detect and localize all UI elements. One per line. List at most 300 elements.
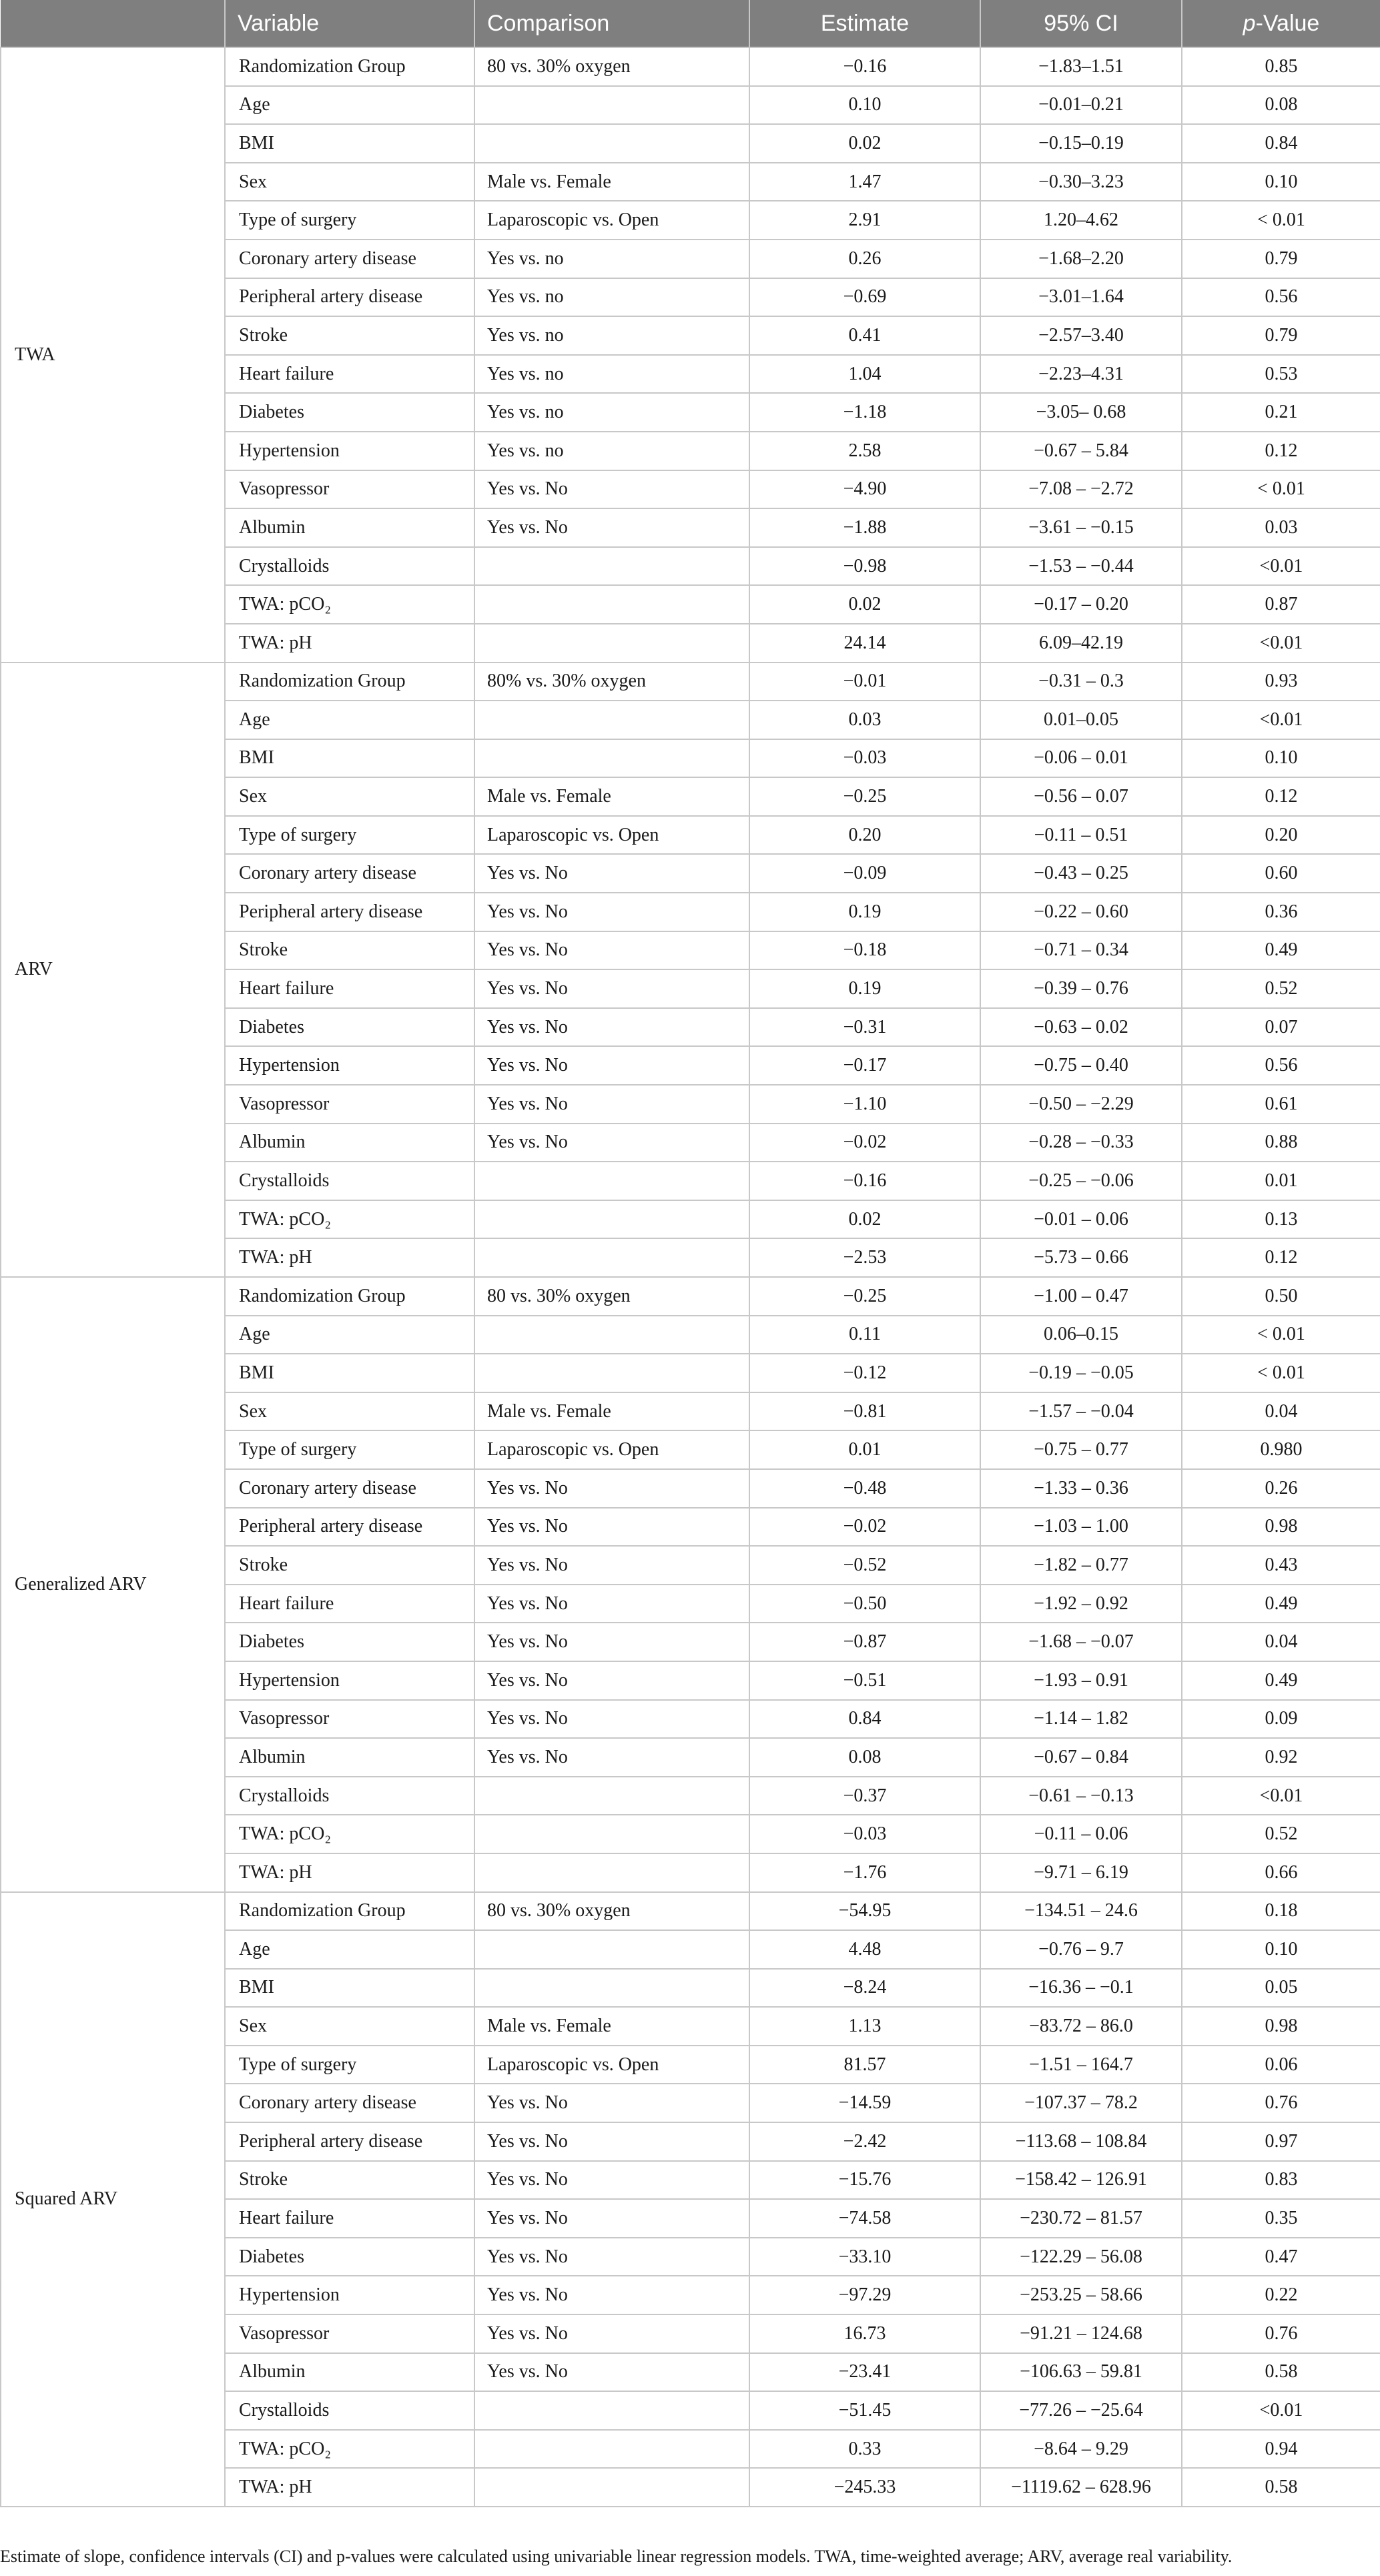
p-value-cell: 0.01	[1182, 1162, 1380, 1200]
ci-cell: −0.43 – 0.25	[980, 854, 1182, 893]
estimate-cell: −1.18	[749, 393, 980, 432]
variable-cell: Heart failure	[225, 1585, 474, 1623]
ci-cell: −0.56 – 0.07	[980, 777, 1182, 816]
p-value-cell: 0.85	[1182, 47, 1380, 86]
comparison-cell	[474, 2468, 749, 2507]
p-value-cell: <0.01	[1182, 701, 1380, 739]
comparison-cell: Yes vs. No	[474, 1546, 749, 1585]
ci-cell: −0.50 – −2.29	[980, 1085, 1182, 1124]
estimate-cell: −245.33	[749, 2468, 980, 2507]
table-footnote: Estimate of slope, confidence intervals (CI) and p-values were calculated using univariable linear regression models. TWA, time-weighted average; ARV, average real variability.	[0, 2547, 1233, 2566]
variable-cell: Randomization Group	[225, 1892, 474, 1931]
p-value-cell: 0.20	[1182, 816, 1380, 855]
estimate-cell: −0.25	[749, 1277, 980, 1316]
variable-cell: Randomization Group	[225, 47, 474, 86]
estimate-cell: −0.03	[749, 739, 980, 778]
comparison-cell: Yes vs. No	[474, 2238, 749, 2276]
ci-cell: −83.72 – 86.0	[980, 2007, 1182, 2046]
ci-cell: −0.30–3.23	[980, 163, 1182, 201]
estimate-cell: 0.84	[749, 1700, 980, 1739]
comparison-cell: Yes vs. No	[474, 854, 749, 893]
variable-cell: Heart failure	[225, 355, 474, 394]
p-value-cell: 0.98	[1182, 1508, 1380, 1547]
comparison-cell: 80 vs. 30% oxygen	[474, 47, 749, 86]
ci-cell: −0.67 – 5.84	[980, 432, 1182, 470]
comparison-cell	[474, 1853, 749, 1892]
ci-cell: −1.57 – −0.04	[980, 1392, 1182, 1431]
comparison-cell	[474, 1969, 749, 2008]
comparison-cell: Yes vs. No	[474, 2084, 749, 2122]
p-value-cell: <0.01	[1182, 547, 1380, 586]
ci-cell: −0.67 – 0.84	[980, 1738, 1182, 1777]
p-value-cell: 0.49	[1182, 931, 1380, 970]
comparison-cell: Yes vs. No	[474, 1046, 749, 1085]
variable-cell: Crystalloids	[225, 1777, 474, 1815]
ci-cell: −3.05– 0.68	[980, 393, 1182, 432]
p-value-cell: 0.61	[1182, 1085, 1380, 1124]
variable-cell: Type of surgery	[225, 2046, 474, 2084]
ci-cell: −1.68 – −0.07	[980, 1623, 1182, 1661]
p-value-cell: 0.10	[1182, 163, 1380, 201]
p-value-cell: 0.56	[1182, 278, 1380, 317]
comparison-cell: Yes vs. no	[474, 355, 749, 394]
ci-cell: −1.92 – 0.92	[980, 1585, 1182, 1623]
variable-cell: Sex	[225, 777, 474, 816]
ci-cell: −5.73 – 0.66	[980, 1238, 1182, 1277]
variable-cell: Type of surgery	[225, 816, 474, 855]
p-value-cell: 0.26	[1182, 1469, 1380, 1508]
p-value-cell: <0.01	[1182, 1777, 1380, 1815]
comparison-cell: Yes vs. no	[474, 393, 749, 432]
ci-cell: −107.37 – 78.2	[980, 2084, 1182, 2122]
ci-cell: −253.25 – 58.66	[980, 2276, 1182, 2314]
comparison-cell: Yes vs. No	[474, 2276, 749, 2314]
variable-cell: Crystalloids	[225, 547, 474, 586]
variable-cell: Peripheral artery disease	[225, 2122, 474, 2161]
variable-cell: Hypertension	[225, 432, 474, 470]
ci-cell: −1.82 – 0.77	[980, 1546, 1182, 1585]
comparison-cell	[474, 739, 749, 778]
comparison-cell	[474, 701, 749, 739]
variable-cell: Age	[225, 701, 474, 739]
comparison-cell	[474, 86, 749, 125]
ci-cell: −0.11 – 0.51	[980, 816, 1182, 855]
p-value-cell: 0.84	[1182, 124, 1380, 163]
ci-cell: −3.01–1.64	[980, 278, 1182, 317]
variable-cell: Stroke	[225, 2161, 474, 2200]
estimate-cell: 0.26	[749, 240, 980, 278]
comparison-cell: Male vs. Female	[474, 2007, 749, 2046]
estimate-cell: −15.76	[749, 2161, 980, 2200]
variable-cell: Sex	[225, 1392, 474, 1431]
estimate-cell: 2.58	[749, 432, 980, 470]
ci-cell: −91.21 – 124.68	[980, 2314, 1182, 2353]
table-body	[1, 47, 1380, 2507]
estimate-cell: −33.10	[749, 2238, 980, 2276]
header-row	[1, 0, 1380, 47]
p-value-cell: 0.47	[1182, 2238, 1380, 2276]
p-value-cell: 0.56	[1182, 1046, 1380, 1085]
estimate-cell: 0.01	[749, 1430, 980, 1469]
ci-cell: 6.09–42.19	[980, 624, 1182, 663]
estimate-cell: 0.20	[749, 816, 980, 855]
comparison-cell: 80% vs. 30% oxygen	[474, 663, 749, 701]
p-value-cell: 0.12	[1182, 432, 1380, 470]
p-value-cell: 0.36	[1182, 893, 1380, 931]
comparison-cell: Yes vs. No	[474, 1008, 749, 1047]
variable-cell: Albumin	[225, 2353, 474, 2392]
p-value-cell: 0.12	[1182, 1238, 1380, 1277]
variable-cell: Randomization Group	[225, 663, 474, 701]
variable-cell: Stroke	[225, 1546, 474, 1585]
ci-cell: −0.25 – −0.06	[980, 1162, 1182, 1200]
p-value-cell: 0.08	[1182, 86, 1380, 125]
ci-cell: −16.36 – −0.1	[980, 1969, 1182, 2008]
p-value-cell: 0.76	[1182, 2084, 1380, 2122]
p-value-cell: 0.58	[1182, 2353, 1380, 2392]
estimate-cell: −2.53	[749, 1238, 980, 1277]
p-value-cell: 0.60	[1182, 854, 1380, 893]
variable-cell: TWA: pCO₂	[225, 585, 474, 624]
p-value-cell: < 0.01	[1182, 470, 1380, 509]
p-value-cell: 0.43	[1182, 1546, 1380, 1585]
comparison-cell	[474, 1162, 749, 1200]
comparison-cell: Laparoscopic vs. Open	[474, 816, 749, 855]
ci-cell: −1.83–1.51	[980, 47, 1182, 86]
group-label: TWA	[1, 47, 225, 663]
table-row	[1, 47, 1380, 86]
comparison-cell: Yes vs. no	[474, 432, 749, 470]
variable-cell: Age	[225, 1316, 474, 1354]
ci-cell: −2.57–3.40	[980, 316, 1182, 355]
ci-cell: −0.01–0.21	[980, 86, 1182, 125]
variable-cell: Vasopressor	[225, 1085, 474, 1124]
estimate-cell: −2.42	[749, 2122, 980, 2161]
estimate-cell: 4.48	[749, 1930, 980, 1969]
ci-cell: −3.61 – −0.15	[980, 508, 1182, 547]
group-label: Generalized ARV	[1, 1277, 225, 1892]
comparison-cell: Yes vs. no	[474, 316, 749, 355]
p-value-cell: 0.35	[1182, 2199, 1380, 2238]
variable-cell: Albumin	[225, 1124, 474, 1162]
ci-cell: −0.19 – −0.05	[980, 1354, 1182, 1392]
estimate-cell: −0.81	[749, 1392, 980, 1431]
comparison-cell: Yes vs. No	[474, 1508, 749, 1547]
estimate-cell: 16.73	[749, 2314, 980, 2353]
variable-cell: Type of surgery	[225, 201, 474, 240]
comparison-cell: Yes vs. No	[474, 1623, 749, 1661]
variable-cell: Crystalloids	[225, 2391, 474, 2430]
estimate-cell: −74.58	[749, 2199, 980, 2238]
estimate-cell: −0.87	[749, 1623, 980, 1661]
estimate-cell: −14.59	[749, 2084, 980, 2122]
ci-cell: −2.23–4.31	[980, 355, 1182, 394]
ci-cell: −0.39 – 0.76	[980, 969, 1182, 1008]
table-row	[1, 1277, 1380, 1316]
ci-cell: −0.71 – 0.34	[980, 931, 1182, 970]
estimate-cell: −0.16	[749, 1162, 980, 1200]
estimate-cell: −0.98	[749, 547, 980, 586]
variable-cell: BMI	[225, 1969, 474, 2008]
variable-cell: Vasopressor	[225, 470, 474, 509]
ci-cell: −1.51 – 164.7	[980, 2046, 1182, 2084]
ci-cell: −1.33 – 0.36	[980, 1469, 1182, 1508]
estimate-cell: −0.01	[749, 663, 980, 701]
estimate-cell: 0.02	[749, 124, 980, 163]
comparison-cell: Yes vs. No	[474, 1738, 749, 1777]
variable-cell: Age	[225, 1930, 474, 1969]
estimate-cell: −0.16	[749, 47, 980, 86]
estimate-cell: 1.13	[749, 2007, 980, 2046]
estimate-cell: −0.02	[749, 1124, 980, 1162]
p-value-cell: 0.10	[1182, 1930, 1380, 1969]
comparison-cell: Yes vs. No	[474, 2353, 749, 2392]
estimate-cell: 0.02	[749, 1200, 980, 1239]
variable-cell: Heart failure	[225, 2199, 474, 2238]
comparison-cell: Male vs. Female	[474, 163, 749, 201]
header-p-value	[1182, 0, 1380, 47]
comparison-cell: Yes vs. No	[474, 969, 749, 1008]
p-value-cell: 0.09	[1182, 1700, 1380, 1739]
header-comparison: Comparison	[474, 0, 749, 47]
variable-cell: Albumin	[225, 508, 474, 547]
ci-cell: −134.51 – 24.6	[980, 1892, 1182, 1931]
variable-cell: Sex	[225, 2007, 474, 2046]
p-value-cell: 0.66	[1182, 1853, 1380, 1892]
table-row	[1, 1892, 1380, 1931]
variable-cell: TWA: pH	[225, 1238, 474, 1277]
estimate-cell: −23.41	[749, 2353, 980, 2392]
estimate-cell: −8.24	[749, 1969, 980, 2008]
comparison-cell: 80 vs. 30% oxygen	[474, 1892, 749, 1931]
estimate-cell: 0.33	[749, 2430, 980, 2469]
estimate-cell: 0.19	[749, 969, 980, 1008]
p-value-cell: 0.79	[1182, 316, 1380, 355]
ci-cell: −1.03 – 1.00	[980, 1508, 1182, 1547]
variable-cell: BMI	[225, 1354, 474, 1392]
header-group	[1, 0, 225, 47]
estimate-cell: 2.91	[749, 201, 980, 240]
comparison-cell: Yes vs. No	[474, 508, 749, 547]
ci-cell: −0.06 – 0.01	[980, 739, 1182, 778]
estimate-cell: −1.10	[749, 1085, 980, 1124]
comparison-cell: Yes vs. No	[474, 1585, 749, 1623]
p-value-cell: 0.10	[1182, 739, 1380, 778]
ci-cell: −122.29 – 56.08	[980, 2238, 1182, 2276]
comparison-cell: Yes vs. No	[474, 931, 749, 970]
comparison-cell	[474, 1238, 749, 1277]
p-value-cell: 0.92	[1182, 1738, 1380, 1777]
ci-cell: −1119.62 – 628.96	[980, 2468, 1182, 2507]
comparison-cell: Yes vs. No	[474, 1661, 749, 1700]
comparison-cell	[474, 1930, 749, 1969]
ci-cell: −0.61 – −0.13	[980, 1777, 1182, 1815]
variable-cell: Randomization Group	[225, 1277, 474, 1316]
comparison-cell: 80 vs. 30% oxygen	[474, 1277, 749, 1316]
ci-cell: −1.68–2.20	[980, 240, 1182, 278]
p-value-cell: 0.94	[1182, 2430, 1380, 2469]
estimate-cell: −0.69	[749, 278, 980, 317]
estimate-cell: −0.31	[749, 1008, 980, 1047]
estimate-cell: −0.03	[749, 1815, 980, 1853]
comparison-cell	[474, 585, 749, 624]
variable-cell: Hypertension	[225, 2276, 474, 2314]
estimate-cell: 0.10	[749, 86, 980, 125]
ci-cell: −0.01 – 0.06	[980, 1200, 1182, 1239]
p-value-cell: 0.76	[1182, 2314, 1380, 2353]
estimate-cell: −97.29	[749, 2276, 980, 2314]
comparison-cell	[474, 1354, 749, 1392]
p-value-cell: 0.79	[1182, 240, 1380, 278]
p-value-cell: 0.53	[1182, 355, 1380, 394]
p-value-cell: 0.07	[1182, 1008, 1380, 1047]
estimate-cell: −0.50	[749, 1585, 980, 1623]
estimate-cell: −0.48	[749, 1469, 980, 1508]
comparison-cell: Yes vs. No	[474, 1700, 749, 1739]
p-value-cell: <0.01	[1182, 2391, 1380, 2430]
ci-cell: −0.31 – 0.3	[980, 663, 1182, 701]
p-value-cell: < 0.01	[1182, 201, 1380, 240]
p-value-cell: 0.97	[1182, 2122, 1380, 2161]
header-p-rest: -Value	[1255, 10, 1320, 36]
variable-cell: TWA: pH	[225, 624, 474, 663]
comparison-cell	[474, 2391, 749, 2430]
variable-cell: TWA: pCO₂	[225, 2430, 474, 2469]
p-value-cell: 0.05	[1182, 1969, 1380, 2008]
p-value-cell: 0.12	[1182, 777, 1380, 816]
variable-cell: Coronary artery disease	[225, 854, 474, 893]
p-value-cell: < 0.01	[1182, 1354, 1380, 1392]
estimate-cell: −1.88	[749, 508, 980, 547]
comparison-cell: Yes vs. No	[474, 1124, 749, 1162]
estimate-cell: 0.19	[749, 893, 980, 931]
ci-cell: −0.63 – 0.02	[980, 1008, 1182, 1047]
estimate-cell: 0.03	[749, 701, 980, 739]
p-value-cell: 0.980	[1182, 1430, 1380, 1469]
ci-cell: −0.76 – 9.7	[980, 1930, 1182, 1969]
p-value-cell: 0.21	[1182, 393, 1380, 432]
comparison-cell: Yes vs. no	[474, 278, 749, 317]
variable-cell: Type of surgery	[225, 1430, 474, 1469]
comparison-cell: Male vs. Female	[474, 777, 749, 816]
estimate-cell: −0.37	[749, 1777, 980, 1815]
variable-cell: Albumin	[225, 1738, 474, 1777]
estimate-cell: −0.12	[749, 1354, 980, 1392]
comparison-cell	[474, 1815, 749, 1853]
variable-cell: TWA: pH	[225, 2468, 474, 2507]
comparison-cell: Laparoscopic vs. Open	[474, 1430, 749, 1469]
estimate-cell: −0.09	[749, 854, 980, 893]
header-ci: 95% CI	[980, 0, 1182, 47]
variable-cell: Peripheral artery disease	[225, 893, 474, 931]
variable-cell: TWA: pH	[225, 1853, 474, 1892]
p-value-cell: 0.52	[1182, 969, 1380, 1008]
variable-cell: TWA: pCO₂	[225, 1815, 474, 1853]
variable-cell: Sex	[225, 163, 474, 201]
ci-cell: −0.75 – 0.77	[980, 1430, 1182, 1469]
estimate-cell: 1.47	[749, 163, 980, 201]
estimate-cell: −0.51	[749, 1661, 980, 1700]
ci-cell: −0.11 – 0.06	[980, 1815, 1182, 1853]
ci-cell: 0.06–0.15	[980, 1316, 1182, 1354]
estimate-cell: 0.41	[749, 316, 980, 355]
comparison-cell: Yes vs. No	[474, 2199, 749, 2238]
variable-cell: Peripheral artery disease	[225, 278, 474, 317]
estimate-cell: 81.57	[749, 2046, 980, 2084]
ci-cell: −1.00 – 0.47	[980, 1277, 1182, 1316]
table-row	[1, 663, 1380, 701]
group-label: Squared ARV	[1, 1892, 225, 2507]
p-value-cell: 0.58	[1182, 2468, 1380, 2507]
p-value-cell: 0.22	[1182, 2276, 1380, 2314]
variable-cell: Diabetes	[225, 1008, 474, 1047]
estimate-cell: 0.08	[749, 1738, 980, 1777]
comparison-cell: Yes vs. No	[474, 893, 749, 931]
variable-cell: Coronary artery disease	[225, 2084, 474, 2122]
p-value-cell: 0.88	[1182, 1124, 1380, 1162]
variable-cell: Hypertension	[225, 1046, 474, 1085]
ci-cell: −230.72 – 81.57	[980, 2199, 1182, 2238]
variable-cell: Peripheral artery disease	[225, 1508, 474, 1547]
variable-cell: Heart failure	[225, 969, 474, 1008]
p-value-cell: 0.52	[1182, 1815, 1380, 1853]
variable-cell: Age	[225, 86, 474, 125]
ci-cell: −113.68 – 108.84	[980, 2122, 1182, 2161]
comparison-cell	[474, 624, 749, 663]
estimate-cell: −0.52	[749, 1546, 980, 1585]
variable-cell: Diabetes	[225, 1623, 474, 1661]
estimate-cell: −54.95	[749, 1892, 980, 1931]
comparison-cell	[474, 124, 749, 163]
comparison-cell	[474, 2430, 749, 2469]
variable-cell: BMI	[225, 739, 474, 778]
estimate-cell: −4.90	[749, 470, 980, 509]
variable-cell: Stroke	[225, 316, 474, 355]
variable-cell: Coronary artery disease	[225, 1469, 474, 1508]
comparison-cell	[474, 1200, 749, 1239]
variable-cell: Stroke	[225, 931, 474, 970]
variable-cell: Hypertension	[225, 1661, 474, 1700]
comparison-cell	[474, 1316, 749, 1354]
ci-cell: −0.28 – −0.33	[980, 1124, 1182, 1162]
comparison-cell: Laparoscopic vs. Open	[474, 2046, 749, 2084]
comparison-cell	[474, 1777, 749, 1815]
p-value-cell: 0.06	[1182, 2046, 1380, 2084]
comparison-cell: Yes vs. No	[474, 1085, 749, 1124]
ci-cell: −106.63 – 59.81	[980, 2353, 1182, 2392]
ci-cell: −1.93 – 0.91	[980, 1661, 1182, 1700]
comparison-cell: Yes vs. No	[474, 2161, 749, 2200]
comparison-cell: Laparoscopic vs. Open	[474, 201, 749, 240]
variable-cell: Diabetes	[225, 393, 474, 432]
comparison-cell: Yes vs. No	[474, 470, 749, 509]
ci-cell: −0.15–0.19	[980, 124, 1182, 163]
ci-cell: −9.71 – 6.19	[980, 1853, 1182, 1892]
variable-cell: Crystalloids	[225, 1162, 474, 1200]
p-value-cell: 0.83	[1182, 2161, 1380, 2200]
comparison-cell: Yes vs. No	[474, 1469, 749, 1508]
p-value-cell: <0.01	[1182, 624, 1380, 663]
p-value-cell: 0.04	[1182, 1623, 1380, 1661]
variable-cell: Vasopressor	[225, 1700, 474, 1739]
p-value-cell: 0.04	[1182, 1392, 1380, 1431]
ci-cell: 1.20–4.62	[980, 201, 1182, 240]
p-value-cell: 0.49	[1182, 1585, 1380, 1623]
estimate-cell: 24.14	[749, 624, 980, 663]
estimate-cell: 0.11	[749, 1316, 980, 1354]
variable-cell: TWA: pCO₂	[225, 1200, 474, 1239]
p-value-cell: 0.93	[1182, 663, 1380, 701]
